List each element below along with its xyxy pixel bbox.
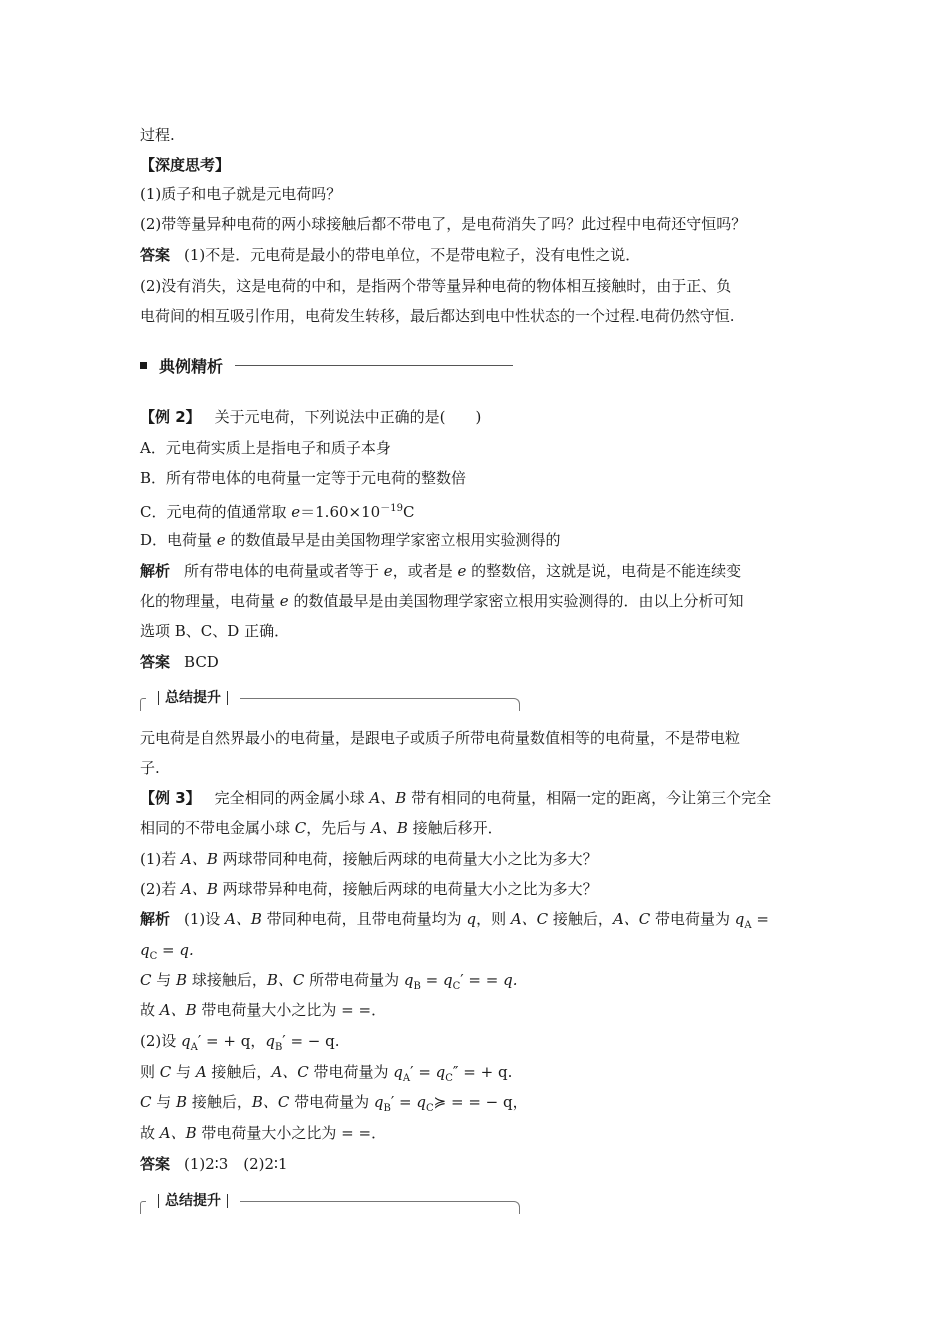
text: 故: [140, 1001, 160, 1019]
var: A、B: [159, 1124, 202, 1142]
deep-answer-2-line1: (2)没有消失，这是电荷的中和，是指两个带等量异种电荷的物体相互接触时，由于正、负: [140, 277, 732, 295]
example3-analysis-line8: [140, 1122, 386, 1144]
example3-analysis-line4: [140, 999, 386, 1021]
analysis-label: 解析: [140, 562, 171, 580]
answer-text: BCD: [184, 653, 219, 671]
subscript: C: [445, 1073, 453, 1084]
example3-label: 【例 3】: [140, 789, 201, 807]
var: e: [383, 562, 393, 580]
subscript: A: [744, 920, 752, 931]
summary-label: [146, 1191, 240, 1211]
text: 的数值最早是由美国物理学家密立根用实验测得的: [225, 531, 561, 549]
text: 球接触后，: [187, 971, 267, 989]
var: C: [140, 1093, 152, 1111]
text: 带电荷量为: [313, 1063, 394, 1081]
example3-analysis-line3: C 与 B 球接触后，B、C 所带电荷量为 $q_B = q_C'$ = = q.: [140, 971, 518, 992]
var: A: [195, 1063, 207, 1081]
section-heading: [140, 354, 513, 377]
text: 带同种电荷，且带电荷量均为: [266, 910, 467, 928]
var: B、C: [251, 1093, 295, 1111]
var: e: [216, 531, 226, 549]
var: A、B: [159, 1001, 202, 1019]
example2-label: 【例 2】: [140, 408, 201, 426]
var: B: [176, 1093, 188, 1111]
example3-sub1: [140, 848, 598, 870]
section-title: 典例精析: [159, 357, 224, 376]
text: 相同的不带电金属小球: [140, 819, 295, 837]
text: 化的物理量，电荷量: [140, 592, 280, 610]
example3-sub2: [140, 878, 598, 900]
var: q: [466, 910, 477, 928]
var: q: [403, 971, 414, 989]
var: q: [181, 1032, 191, 1050]
text: 带电荷量为: [655, 910, 735, 928]
example3-question-line1: [140, 787, 771, 809]
var: q: [393, 1063, 403, 1081]
answer-text: (1)不是．元电荷是最小的带电单位，不是带电粒子，没有电性之说．: [184, 246, 641, 264]
text: 带有相同的电荷量，相隔一定的距离，今让第三个完全: [411, 789, 772, 807]
var: A、C: [271, 1063, 314, 1081]
text: 完全相同的两金属小球: [214, 789, 370, 807]
deep-answer-1: [140, 244, 640, 266]
var: A、B: [181, 850, 223, 868]
var: C: [159, 1063, 172, 1081]
text: ″ = + q.: [452, 1063, 513, 1081]
text: 所有带电体的电荷量或者等于: [184, 562, 384, 580]
unit: C: [402, 503, 415, 521]
text: 接触后，: [187, 1093, 252, 1111]
text: 带电荷量大小之比为 = =．: [201, 1124, 387, 1142]
subscript: C: [452, 981, 461, 992]
example2-question: [140, 406, 481, 428]
example2-analysis-line2: [140, 590, 743, 612]
analysis-label: 解析: [140, 910, 171, 928]
text: (1)若: [140, 850, 182, 868]
text: ′ = − q.: [282, 1032, 340, 1050]
text: ′ =: [410, 1063, 436, 1081]
answer-label: 答案: [140, 246, 171, 264]
subscript: A: [190, 1042, 198, 1053]
deep-question-1: (1)质子和电子就是元电荷吗？: [140, 185, 342, 203]
var: e: [279, 592, 289, 610]
text: ，先后与: [306, 819, 372, 837]
example3-analysis-line1: 解析 (1)设 A、B 带同种电荷，且带电荷量均为 q，则 A、C 接触后，A、C 带电荷量为 $q_A$ =: [140, 910, 769, 931]
example3-analysis-line6: [140, 1061, 512, 1090]
text: 带电荷量大小之比为 = =．: [201, 1001, 387, 1019]
text: (2)设: [140, 1032, 182, 1050]
var: e: [457, 562, 467, 580]
var: A、B: [371, 819, 413, 837]
text: (1)设: [184, 910, 226, 928]
subscript: B: [383, 1103, 391, 1114]
text: 所带电荷量为: [309, 971, 404, 989]
var: A、B: [225, 910, 267, 928]
var: q: [373, 1093, 384, 1111]
subscript: C: [149, 951, 158, 962]
example3-answer: [140, 1153, 288, 1175]
example2-answer: [140, 651, 219, 673]
text: 带电荷量为: [294, 1093, 374, 1111]
var: q: [416, 1093, 426, 1111]
var: A、C: [510, 910, 553, 928]
example3-question-line2: [140, 817, 503, 839]
var: q: [734, 910, 745, 928]
text: 故: [140, 1124, 160, 1142]
text: 的整数倍，这就是说，电荷是不能连续变: [466, 562, 742, 580]
text: C．元电荷的值通常取: [140, 503, 292, 521]
var: B、C: [266, 971, 310, 989]
var: A、C: [612, 910, 656, 928]
summary-box-2: [140, 1191, 520, 1213]
example3-analysis-line7: [140, 1091, 528, 1120]
answer-label: 答案: [140, 1155, 171, 1173]
example2-analysis-line3: 选项 B、C、D 正确．: [140, 622, 290, 640]
var: A、B: [181, 880, 223, 898]
text: 接触后移开．: [412, 819, 503, 837]
example2-option-b: B．所有带电体的电荷量一定等于元电荷的整数倍: [140, 469, 467, 487]
text: = = q.: [463, 971, 518, 989]
answer-text: (1)2∶3 (2)2∶1: [184, 1155, 288, 1173]
text: ′ =: [390, 1093, 417, 1111]
square-bullet-icon: [140, 362, 147, 369]
summary-label: [146, 688, 240, 708]
text: = q.: [157, 941, 194, 959]
summary-box-1: [140, 688, 520, 710]
text: 与: [151, 971, 177, 989]
example2-option-d: [140, 529, 560, 551]
bar-right: [227, 1194, 228, 1208]
var: B: [176, 971, 188, 989]
var: q: [265, 1032, 275, 1050]
exponent: －19: [380, 503, 403, 514]
example2-option-a: A．元电荷实质上是指电子和质子本身: [140, 439, 391, 457]
text: ≽ = = − q，: [433, 1093, 528, 1111]
subscript: A: [402, 1073, 411, 1084]
answer-label: 答案: [140, 653, 171, 671]
text: 的数值最早是由美国物理学家密立根用实验测得的．由以上分析可知: [288, 592, 744, 610]
text: 两球带异种电荷，接触后两球的电荷量大小之比为多大？: [222, 880, 598, 898]
example3-analysis-line2: [140, 939, 194, 968]
text: ′ = + q，: [197, 1032, 266, 1050]
summary1-line2: 子.: [140, 759, 160, 777]
section-rule: [235, 365, 513, 366]
text: D．电荷量: [140, 531, 217, 549]
bar-left: [158, 691, 159, 705]
example3-analysis-line5: [140, 1030, 340, 1059]
var: e: [291, 503, 301, 521]
example2-question-text: 关于元电荷，下列说法中正确的是( ): [214, 408, 482, 426]
subscript: C: [426, 1103, 434, 1114]
var: C: [140, 971, 152, 989]
text: ，或者是: [392, 562, 458, 580]
text: 接触后，: [552, 910, 613, 928]
text: 则: [140, 1063, 160, 1081]
text: 与: [151, 1093, 177, 1111]
text: (2)若: [140, 880, 182, 898]
deep-answer-2-line2: 电荷间的相互吸引作用，电荷发生转移，最后都达到电中性状态的一个过程.电荷仍然守恒.: [140, 307, 735, 325]
text: ，则: [476, 910, 511, 928]
var: q: [442, 971, 453, 989]
deep-thinking-heading: 【深度思考】: [140, 156, 231, 174]
summary-title: 总结提升: [165, 1193, 221, 1209]
deep-question-2: (2)带等量异种电荷的两小球接触后都不带电了，是电荷消失了吗？此过程中电荷还守恒吗？: [140, 215, 747, 233]
text: ＝1.60×10: [300, 503, 381, 521]
var: q: [435, 1063, 446, 1081]
example2-option-c: [140, 498, 414, 523]
intro-continuation: 过程.: [140, 126, 175, 144]
bar-left: [158, 1194, 159, 1208]
text: 与: [171, 1063, 196, 1081]
var: C: [294, 819, 307, 837]
summary1-line1: 元电荷是自然界最小的电荷量，是跟电子或质子所带电荷量数值相等的电荷量，不是带电粒: [140, 729, 741, 747]
bar-right: [227, 691, 228, 705]
var: q: [140, 941, 150, 959]
text: 接触后，: [206, 1063, 272, 1081]
example2-analysis-line1: [140, 560, 741, 582]
summary-title: 总结提升: [165, 690, 221, 706]
subscript: B: [274, 1042, 283, 1053]
text: 两球带同种电荷，接触后两球的电荷量大小之比为多大？: [222, 850, 598, 868]
subscript: B: [413, 981, 421, 992]
var: A、B: [369, 789, 412, 807]
